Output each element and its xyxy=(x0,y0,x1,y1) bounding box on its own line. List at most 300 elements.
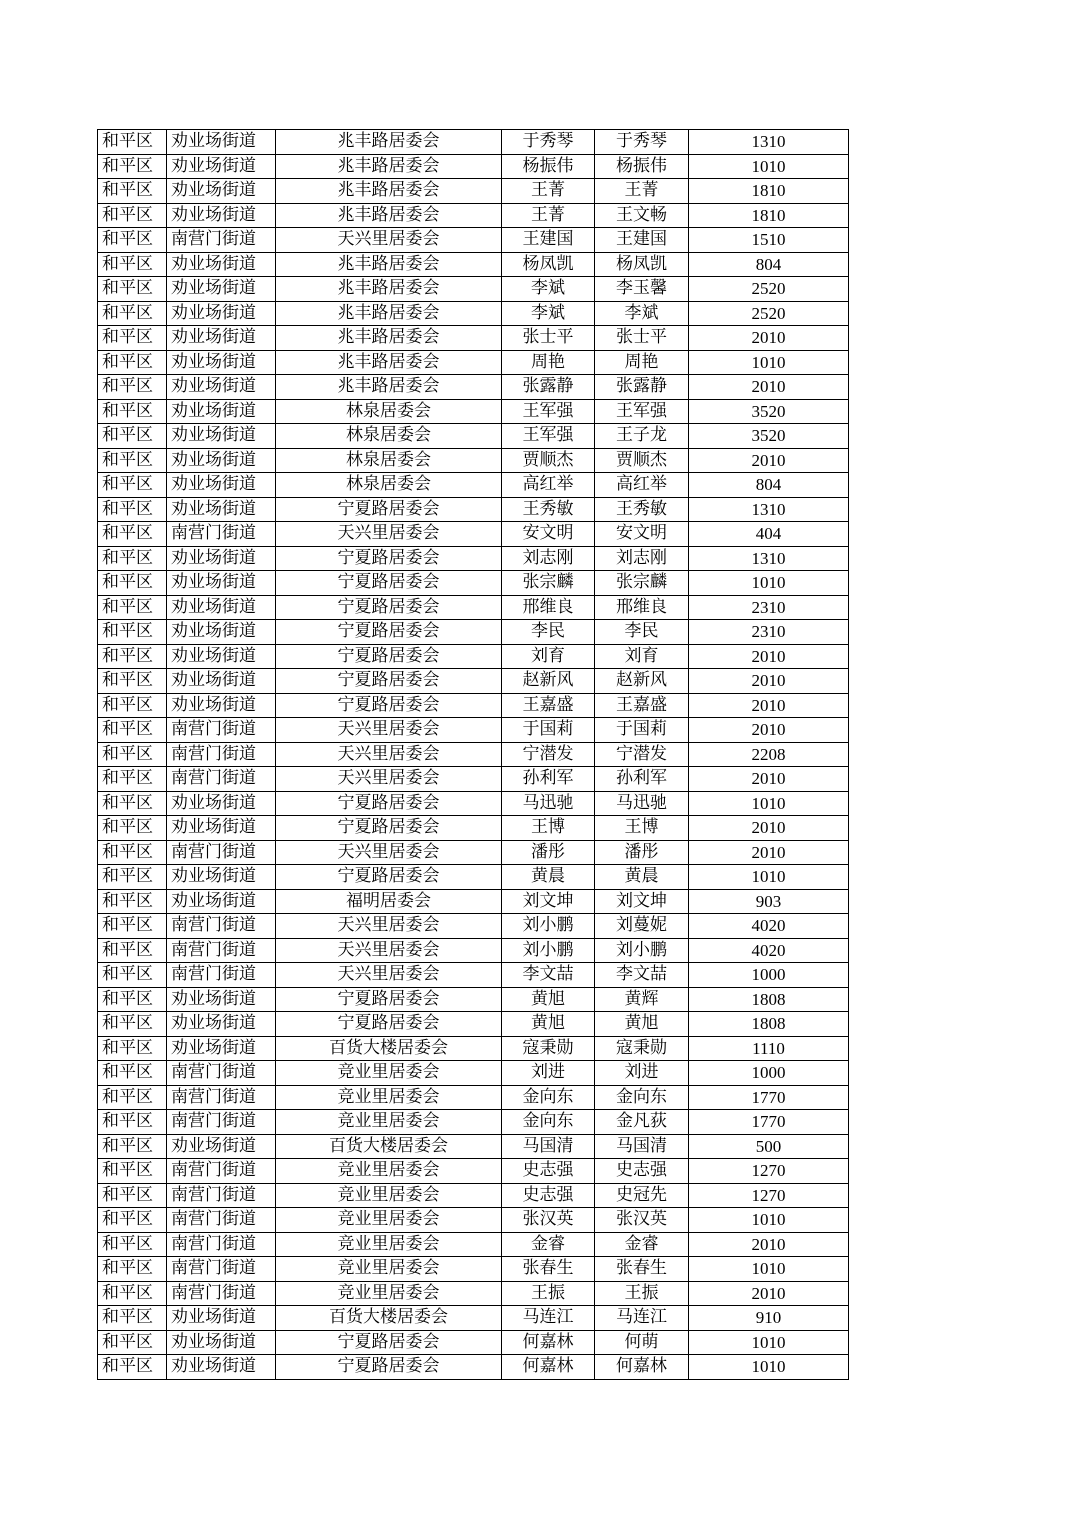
amount-cell: 1770 xyxy=(689,1085,849,1110)
table-row xyxy=(98,693,849,718)
committee-cell: 兆丰路居委会 xyxy=(276,277,502,302)
street-cell: 南营门街道 xyxy=(167,1208,276,1233)
district-cell: 和平区 xyxy=(98,301,167,326)
amount-cell: 1000 xyxy=(689,1061,849,1086)
table-row xyxy=(98,914,849,939)
committee-cell: 竞业里居委会 xyxy=(276,1257,502,1282)
applicant-cell: 周艳 xyxy=(502,350,595,375)
member-cell: 马国清 xyxy=(595,1134,689,1159)
district-cell: 和平区 xyxy=(98,889,167,914)
committee-cell: 竞业里居委会 xyxy=(276,1159,502,1184)
applicant-cell: 马迅驰 xyxy=(502,791,595,816)
applicant-cell: 史志强 xyxy=(502,1183,595,1208)
committee-cell: 林泉居委会 xyxy=(276,473,502,498)
table-row xyxy=(98,424,849,449)
district-cell: 和平区 xyxy=(98,914,167,939)
street-cell: 劝业场街道 xyxy=(167,644,276,669)
applicant-cell: 孙利军 xyxy=(502,767,595,792)
district-cell: 和平区 xyxy=(98,840,167,865)
member-cell: 杨凤凯 xyxy=(595,252,689,277)
amount-cell: 1010 xyxy=(689,154,849,179)
committee-cell: 竞业里居委会 xyxy=(276,1085,502,1110)
street-cell: 南营门街道 xyxy=(167,914,276,939)
member-cell: 王建国 xyxy=(595,228,689,253)
member-cell: 杨振伟 xyxy=(595,154,689,179)
table-row xyxy=(98,742,849,767)
table-row xyxy=(98,1159,849,1184)
member-cell: 张春生 xyxy=(595,1257,689,1282)
street-cell: 南营门街道 xyxy=(167,718,276,743)
applicant-cell: 宁潜发 xyxy=(502,742,595,767)
street-cell: 劝业场街道 xyxy=(167,1036,276,1061)
committee-cell: 竞业里居委会 xyxy=(276,1232,502,1257)
applicant-cell: 刘进 xyxy=(502,1061,595,1086)
committee-cell: 天兴里居委会 xyxy=(276,522,502,547)
district-cell: 和平区 xyxy=(98,277,167,302)
committee-cell: 兆丰路居委会 xyxy=(276,301,502,326)
district-cell: 和平区 xyxy=(98,1355,167,1380)
committee-cell: 百货大楼居委会 xyxy=(276,1134,502,1159)
member-cell: 于国莉 xyxy=(595,718,689,743)
committee-cell: 兆丰路居委会 xyxy=(276,130,502,155)
amount-cell: 1010 xyxy=(689,571,849,596)
applicant-cell: 安文明 xyxy=(502,522,595,547)
member-cell: 邢维良 xyxy=(595,595,689,620)
district-cell: 和平区 xyxy=(98,473,167,498)
table-row xyxy=(98,546,849,571)
applicant-cell: 王菁 xyxy=(502,179,595,204)
district-cell: 和平区 xyxy=(98,350,167,375)
member-cell: 潘彤 xyxy=(595,840,689,865)
committee-cell: 兆丰路居委会 xyxy=(276,154,502,179)
district-cell: 和平区 xyxy=(98,228,167,253)
table-row xyxy=(98,889,849,914)
street-cell: 南营门街道 xyxy=(167,1061,276,1086)
committee-cell: 林泉居委会 xyxy=(276,399,502,424)
table-row xyxy=(98,130,849,155)
table-row xyxy=(98,1061,849,1086)
district-cell: 和平区 xyxy=(98,742,167,767)
street-cell: 劝业场街道 xyxy=(167,497,276,522)
district-cell: 和平区 xyxy=(98,1330,167,1355)
street-cell: 南营门街道 xyxy=(167,1183,276,1208)
committee-cell: 宁夏路居委会 xyxy=(276,595,502,620)
member-cell: 王菁 xyxy=(595,179,689,204)
applicant-cell: 刘育 xyxy=(502,644,595,669)
street-cell: 南营门街道 xyxy=(167,1110,276,1135)
street-cell: 劝业场街道 xyxy=(167,571,276,596)
committee-cell: 宁夏路居委会 xyxy=(276,1355,502,1380)
district-cell: 和平区 xyxy=(98,963,167,988)
member-cell: 王嘉盛 xyxy=(595,693,689,718)
amount-cell: 4020 xyxy=(689,938,849,963)
district-cell: 和平区 xyxy=(98,1036,167,1061)
district-cell: 和平区 xyxy=(98,1232,167,1257)
committee-cell: 百货大楼居委会 xyxy=(276,1036,502,1061)
district-cell: 和平区 xyxy=(98,693,167,718)
applicant-cell: 王军强 xyxy=(502,399,595,424)
street-cell: 劝业场街道 xyxy=(167,399,276,424)
member-cell: 安文明 xyxy=(595,522,689,547)
member-cell: 马连江 xyxy=(595,1306,689,1331)
street-cell: 劝业场街道 xyxy=(167,1134,276,1159)
applicant-cell: 王秀敏 xyxy=(502,497,595,522)
applicant-cell: 张士平 xyxy=(502,326,595,351)
street-cell: 劝业场街道 xyxy=(167,1355,276,1380)
street-cell: 劝业场街道 xyxy=(167,277,276,302)
district-cell: 和平区 xyxy=(98,1159,167,1184)
member-cell: 贾顺杰 xyxy=(595,448,689,473)
amount-cell: 1270 xyxy=(689,1159,849,1184)
committee-cell: 宁夏路居委会 xyxy=(276,669,502,694)
amount-cell: 1808 xyxy=(689,987,849,1012)
district-cell: 和平区 xyxy=(98,1085,167,1110)
member-cell: 李玉馨 xyxy=(595,277,689,302)
district-cell: 和平区 xyxy=(98,865,167,890)
applicant-cell: 张春生 xyxy=(502,1257,595,1282)
applicant-cell: 刘小鹏 xyxy=(502,914,595,939)
member-cell: 寇秉勋 xyxy=(595,1036,689,1061)
amount-cell: 3520 xyxy=(689,424,849,449)
street-cell: 南营门街道 xyxy=(167,767,276,792)
district-cell: 和平区 xyxy=(98,1208,167,1233)
applicant-cell: 刘小鹏 xyxy=(502,938,595,963)
committee-cell: 林泉居委会 xyxy=(276,424,502,449)
amount-cell: 2010 xyxy=(689,718,849,743)
member-cell: 刘蔓妮 xyxy=(595,914,689,939)
member-cell: 刘育 xyxy=(595,644,689,669)
district-cell: 和平区 xyxy=(98,448,167,473)
applicant-cell: 于国莉 xyxy=(502,718,595,743)
street-cell: 南营门街道 xyxy=(167,963,276,988)
table-row xyxy=(98,203,849,228)
table-row xyxy=(98,301,849,326)
committee-cell: 竞业里居委会 xyxy=(276,1110,502,1135)
table-row xyxy=(98,448,849,473)
applicant-cell: 张露静 xyxy=(502,375,595,400)
applicant-cell: 何嘉林 xyxy=(502,1355,595,1380)
committee-cell: 竞业里居委会 xyxy=(276,1281,502,1306)
amount-cell: 3520 xyxy=(689,399,849,424)
member-cell: 刘文坤 xyxy=(595,889,689,914)
table-row xyxy=(98,595,849,620)
street-cell: 南营门街道 xyxy=(167,1281,276,1306)
district-cell: 和平区 xyxy=(98,399,167,424)
amount-cell: 2010 xyxy=(689,816,849,841)
amount-cell: 1310 xyxy=(689,497,849,522)
member-cell: 李民 xyxy=(595,620,689,645)
applicant-cell: 赵新风 xyxy=(502,669,595,694)
applicant-cell: 黄晨 xyxy=(502,865,595,890)
committee-cell: 宁夏路居委会 xyxy=(276,693,502,718)
member-cell: 李斌 xyxy=(595,301,689,326)
table-row xyxy=(98,154,849,179)
amount-cell: 500 xyxy=(689,1134,849,1159)
street-cell: 南营门街道 xyxy=(167,228,276,253)
amount-cell: 1010 xyxy=(689,1330,849,1355)
applicant-cell: 刘文坤 xyxy=(502,889,595,914)
committee-cell: 天兴里居委会 xyxy=(276,963,502,988)
street-cell: 劝业场街道 xyxy=(167,987,276,1012)
committee-cell: 宁夏路居委会 xyxy=(276,987,502,1012)
applicant-cell: 潘彤 xyxy=(502,840,595,865)
table-row xyxy=(98,1330,849,1355)
amount-cell: 2310 xyxy=(689,595,849,620)
amount-cell: 2010 xyxy=(689,1232,849,1257)
district-cell: 和平区 xyxy=(98,546,167,571)
committee-cell: 宁夏路居委会 xyxy=(276,1330,502,1355)
table-row xyxy=(98,399,849,424)
applicant-cell: 黄旭 xyxy=(502,987,595,1012)
district-cell: 和平区 xyxy=(98,326,167,351)
district-cell: 和平区 xyxy=(98,497,167,522)
applicant-cell: 马连江 xyxy=(502,1306,595,1331)
district-cell: 和平区 xyxy=(98,1306,167,1331)
district-cell: 和平区 xyxy=(98,1061,167,1086)
district-cell: 和平区 xyxy=(98,1183,167,1208)
district-cell: 和平区 xyxy=(98,522,167,547)
member-cell: 史冠先 xyxy=(595,1183,689,1208)
amount-cell: 1010 xyxy=(689,350,849,375)
applicant-cell: 李斌 xyxy=(502,301,595,326)
district-cell: 和平区 xyxy=(98,1281,167,1306)
district-cell: 和平区 xyxy=(98,595,167,620)
street-cell: 劝业场街道 xyxy=(167,669,276,694)
amount-cell: 2010 xyxy=(689,840,849,865)
table-row xyxy=(98,669,849,694)
table-row xyxy=(98,571,849,596)
applicant-cell: 寇秉勋 xyxy=(502,1036,595,1061)
amount-cell: 1110 xyxy=(689,1036,849,1061)
district-cell: 和平区 xyxy=(98,1257,167,1282)
table-row xyxy=(98,1012,849,1037)
amount-cell: 804 xyxy=(689,473,849,498)
applicant-cell: 杨凤凯 xyxy=(502,252,595,277)
committee-cell: 天兴里居委会 xyxy=(276,228,502,253)
applicant-cell: 金睿 xyxy=(502,1232,595,1257)
street-cell: 劝业场街道 xyxy=(167,693,276,718)
amount-cell: 804 xyxy=(689,252,849,277)
district-cell: 和平区 xyxy=(98,252,167,277)
street-cell: 劝业场街道 xyxy=(167,816,276,841)
applicant-cell: 刘志刚 xyxy=(502,546,595,571)
table-row xyxy=(98,1281,849,1306)
committee-cell: 天兴里居委会 xyxy=(276,840,502,865)
street-cell: 劝业场街道 xyxy=(167,1012,276,1037)
street-cell: 劝业场街道 xyxy=(167,375,276,400)
amount-cell: 1010 xyxy=(689,1355,849,1380)
amount-cell: 2010 xyxy=(689,375,849,400)
district-cell: 和平区 xyxy=(98,669,167,694)
member-cell: 金睿 xyxy=(595,1232,689,1257)
street-cell: 劝业场街道 xyxy=(167,252,276,277)
member-cell: 史志强 xyxy=(595,1159,689,1184)
amount-cell: 1010 xyxy=(689,1257,849,1282)
district-cell: 和平区 xyxy=(98,987,167,1012)
member-cell: 刘志刚 xyxy=(595,546,689,571)
amount-cell: 2010 xyxy=(689,693,849,718)
street-cell: 南营门街道 xyxy=(167,840,276,865)
committee-cell: 天兴里居委会 xyxy=(276,914,502,939)
applicant-cell: 史志强 xyxy=(502,1159,595,1184)
committee-cell: 宁夏路居委会 xyxy=(276,497,502,522)
applicant-cell: 李斌 xyxy=(502,277,595,302)
street-cell: 南营门街道 xyxy=(167,1257,276,1282)
table-row xyxy=(98,522,849,547)
table-row xyxy=(98,767,849,792)
amount-cell: 910 xyxy=(689,1306,849,1331)
member-cell: 马迅驰 xyxy=(595,791,689,816)
table-row xyxy=(98,497,849,522)
street-cell: 劝业场街道 xyxy=(167,889,276,914)
committee-cell: 竞业里居委会 xyxy=(276,1183,502,1208)
applicant-cell: 邢维良 xyxy=(502,595,595,620)
table-row xyxy=(98,228,849,253)
table-row xyxy=(98,473,849,498)
amount-cell: 2010 xyxy=(689,448,849,473)
amount-cell: 1010 xyxy=(689,1208,849,1233)
committee-cell: 天兴里居委会 xyxy=(276,742,502,767)
district-cell: 和平区 xyxy=(98,424,167,449)
table-row xyxy=(98,326,849,351)
amount-cell: 2010 xyxy=(689,1281,849,1306)
table-row xyxy=(98,1257,849,1282)
district-cell: 和平区 xyxy=(98,179,167,204)
district-cell: 和平区 xyxy=(98,1110,167,1135)
member-cell: 张宗麟 xyxy=(595,571,689,596)
member-cell: 周艳 xyxy=(595,350,689,375)
district-cell: 和平区 xyxy=(98,375,167,400)
committee-cell: 宁夏路居委会 xyxy=(276,644,502,669)
table-row xyxy=(98,865,849,890)
committee-cell: 百货大楼居委会 xyxy=(276,1306,502,1331)
committee-cell: 竞业里居委会 xyxy=(276,1061,502,1086)
district-cell: 和平区 xyxy=(98,816,167,841)
amount-cell: 1010 xyxy=(689,865,849,890)
applicant-cell: 李民 xyxy=(502,620,595,645)
table-row xyxy=(98,1355,849,1380)
table-body xyxy=(98,130,849,1380)
member-cell: 王军强 xyxy=(595,399,689,424)
street-cell: 劝业场街道 xyxy=(167,424,276,449)
committee-cell: 天兴里居委会 xyxy=(276,767,502,792)
applicant-cell: 何嘉林 xyxy=(502,1330,595,1355)
street-cell: 劝业场街道 xyxy=(167,130,276,155)
amount-cell: 1000 xyxy=(689,963,849,988)
member-cell: 王博 xyxy=(595,816,689,841)
data-table xyxy=(97,129,849,1380)
amount-cell: 1310 xyxy=(689,546,849,571)
street-cell: 南营门街道 xyxy=(167,742,276,767)
committee-cell: 宁夏路居委会 xyxy=(276,571,502,596)
amount-cell: 1270 xyxy=(689,1183,849,1208)
table-row xyxy=(98,1208,849,1233)
committee-cell: 竞业里居委会 xyxy=(276,1208,502,1233)
amount-cell: 2010 xyxy=(689,326,849,351)
street-cell: 劝业场街道 xyxy=(167,203,276,228)
member-cell: 张士平 xyxy=(595,326,689,351)
table-row xyxy=(98,1134,849,1159)
applicant-cell: 于秀琴 xyxy=(502,130,595,155)
applicant-cell: 李文喆 xyxy=(502,963,595,988)
street-cell: 南营门街道 xyxy=(167,1085,276,1110)
committee-cell: 宁夏路居委会 xyxy=(276,1012,502,1037)
table-row xyxy=(98,840,849,865)
member-cell: 宁潜发 xyxy=(595,742,689,767)
member-cell: 赵新风 xyxy=(595,669,689,694)
applicant-cell: 王菁 xyxy=(502,203,595,228)
member-cell: 孙利军 xyxy=(595,767,689,792)
amount-cell: 1510 xyxy=(689,228,849,253)
member-cell: 黄辉 xyxy=(595,987,689,1012)
district-cell: 和平区 xyxy=(98,571,167,596)
district-cell: 和平区 xyxy=(98,718,167,743)
applicant-cell: 张宗麟 xyxy=(502,571,595,596)
street-cell: 劝业场街道 xyxy=(167,546,276,571)
street-cell: 劝业场街道 xyxy=(167,179,276,204)
applicant-cell: 金向东 xyxy=(502,1110,595,1135)
committee-cell: 兆丰路居委会 xyxy=(276,179,502,204)
table-row xyxy=(98,1183,849,1208)
committee-cell: 兆丰路居委会 xyxy=(276,375,502,400)
amount-cell: 2010 xyxy=(689,644,849,669)
district-cell: 和平区 xyxy=(98,620,167,645)
applicant-cell: 杨振伟 xyxy=(502,154,595,179)
amount-cell: 2208 xyxy=(689,742,849,767)
table-row xyxy=(98,350,849,375)
table-row xyxy=(98,644,849,669)
applicant-cell: 马国清 xyxy=(502,1134,595,1159)
committee-cell: 兆丰路居委会 xyxy=(276,350,502,375)
street-cell: 劝业场街道 xyxy=(167,301,276,326)
table-row xyxy=(98,1232,849,1257)
table-row xyxy=(98,963,849,988)
member-cell: 王振 xyxy=(595,1281,689,1306)
amount-cell: 1010 xyxy=(689,791,849,816)
applicant-cell: 金向东 xyxy=(502,1085,595,1110)
street-cell: 南营门街道 xyxy=(167,938,276,963)
amount-cell: 1770 xyxy=(689,1110,849,1135)
committee-cell: 宁夏路居委会 xyxy=(276,791,502,816)
table-row xyxy=(98,277,849,302)
member-cell: 王文畅 xyxy=(595,203,689,228)
applicant-cell: 高红举 xyxy=(502,473,595,498)
table-row xyxy=(98,1110,849,1135)
committee-cell: 福明居委会 xyxy=(276,889,502,914)
committee-cell: 林泉居委会 xyxy=(276,448,502,473)
member-cell: 张汉英 xyxy=(595,1208,689,1233)
district-cell: 和平区 xyxy=(98,130,167,155)
committee-cell: 宁夏路居委会 xyxy=(276,546,502,571)
district-cell: 和平区 xyxy=(98,154,167,179)
district-cell: 和平区 xyxy=(98,203,167,228)
table-row xyxy=(98,938,849,963)
amount-cell: 903 xyxy=(689,889,849,914)
street-cell: 劝业场街道 xyxy=(167,350,276,375)
member-cell: 王子龙 xyxy=(595,424,689,449)
member-cell: 高红举 xyxy=(595,473,689,498)
street-cell: 劝业场街道 xyxy=(167,326,276,351)
member-cell: 黄晨 xyxy=(595,865,689,890)
applicant-cell: 王振 xyxy=(502,1281,595,1306)
table-row xyxy=(98,375,849,400)
committee-cell: 兆丰路居委会 xyxy=(276,252,502,277)
member-cell: 刘进 xyxy=(595,1061,689,1086)
district-cell: 和平区 xyxy=(98,1134,167,1159)
street-cell: 南营门街道 xyxy=(167,1232,276,1257)
committee-cell: 兆丰路居委会 xyxy=(276,203,502,228)
district-cell: 和平区 xyxy=(98,1012,167,1037)
